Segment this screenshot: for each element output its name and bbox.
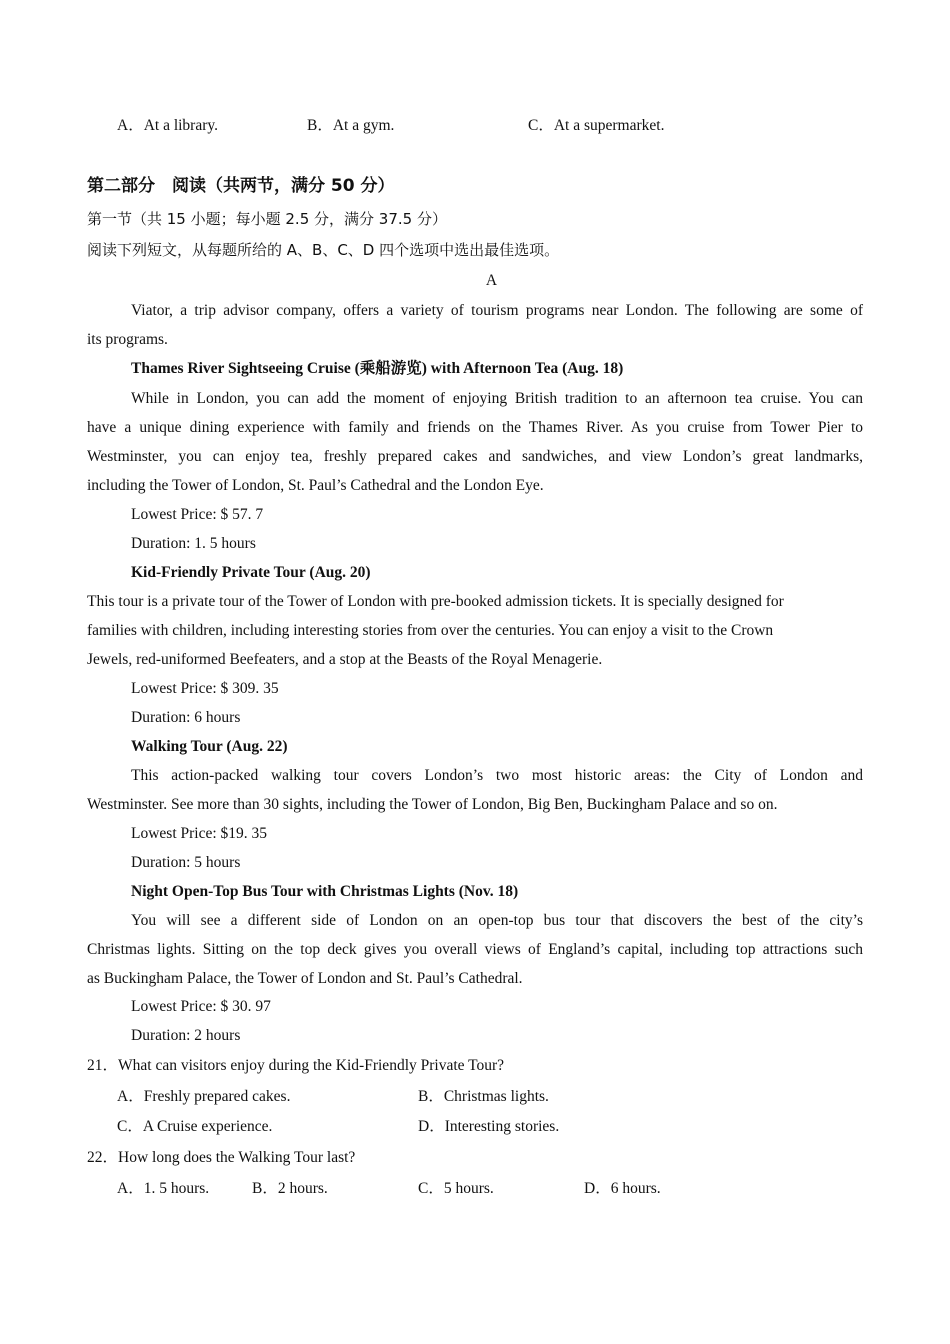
tour-price: Lowest Price: $ 309. 35 bbox=[131, 680, 279, 697]
tour-body-line: While in London, you can add the moment of enjoying British tradition to an afternoon tea cruise. You can bbox=[131, 390, 863, 407]
prev-option-c: C．At a supermarket. bbox=[528, 117, 665, 134]
tour-body-line: Westminster, you can enjoy tea, freshly prepared cakes and sandwiches, and view London’s great landmarks, bbox=[87, 448, 863, 465]
tour-body-line: You will see a different side of London on an open-top bus tour that discovers the best of the city’s bbox=[131, 912, 863, 929]
tour-duration: Duration: 6 hours bbox=[131, 709, 241, 726]
tour-body-line: Jewels, red-uniformed Beefeaters, and a stop at the Beasts of the Royal Menagerie. bbox=[87, 651, 603, 668]
answer-option: A．1. 5 hours. bbox=[117, 1180, 210, 1197]
tour-body-line: This tour is a private tour of the Tower of London with pre-booked admission tickets. It is specially designed for bbox=[87, 593, 784, 610]
tour-title: Night Open-Top Bus Tour with Christmas Lights (Nov. 18) bbox=[131, 883, 519, 900]
answer-option: C．A Cruise experience. bbox=[117, 1118, 273, 1135]
answer-option: B．Christmas lights. bbox=[418, 1088, 549, 1105]
tour-body-line: Christmas lights. Sitting on the top deck gives you overall views of England’s capital, including top attractions such bbox=[87, 941, 863, 958]
section-heading: 第一节（共 15 小题；每小题 2.5 分，满分 37.5 分） bbox=[87, 210, 447, 228]
tour-body-line: Westminster. See more than 30 sights, including the Tower of London, Big Ben, Buckingham Palace and so on. bbox=[87, 796, 778, 813]
instruction: 阅读下列短文，从每题所给的 A、B、C、D 四个选项中选出最佳选项。 bbox=[87, 241, 560, 259]
tour-title: Kid-Friendly Private Tour (Aug. 20) bbox=[131, 564, 371, 581]
passage-label: A bbox=[485, 272, 498, 289]
tour-body-line: families with children, including interesting stories from over the centuries. You can enjoy a visit to the Crown bbox=[87, 622, 774, 639]
answer-option: D．6 hours. bbox=[584, 1180, 661, 1197]
tour-body-line: have a unique dining experience with family and friends on the Thames River. As you cruise from Tower Pier to bbox=[87, 419, 863, 436]
tour-title: Thames River Sightseeing Cruise (乘船游览) with Afternoon Tea (Aug. 18) bbox=[131, 360, 624, 377]
answer-option: C．5 hours. bbox=[418, 1180, 494, 1197]
tour-title: Walking Tour (Aug. 22) bbox=[131, 738, 288, 755]
prev-option-a: A．At a library. bbox=[117, 117, 219, 134]
prev-option-b: B．At a gym. bbox=[307, 117, 395, 134]
tour-price: Lowest Price: $ 30. 97 bbox=[131, 998, 271, 1015]
tour-duration: Duration: 5 hours bbox=[131, 854, 241, 871]
tour-body-line: as Buckingham Palace, the Tower of London and St. Paul’s Cathedral. bbox=[87, 970, 523, 987]
tour-duration: Duration: 2 hours bbox=[131, 1027, 241, 1044]
tour-body-line: This action-packed walking tour covers London’s two most historic areas: the City of London and bbox=[131, 767, 863, 784]
part-title: 第二部分 阅读（共两节，满分 50 分） bbox=[87, 176, 395, 196]
question-stem: 22．How long does the Walking Tour last? bbox=[87, 1149, 356, 1166]
question-stem: 21．What can visitors enjoy during the Kid-Friendly Private Tour? bbox=[87, 1057, 505, 1074]
tour-price: Lowest Price: $ 57. 7 bbox=[131, 506, 264, 523]
answer-option: D．Interesting stories. bbox=[418, 1118, 560, 1135]
answer-option: A．Freshly prepared cakes. bbox=[117, 1088, 291, 1105]
intro-line-2: its programs. bbox=[87, 331, 168, 348]
tour-price: Lowest Price: $19. 35 bbox=[131, 825, 268, 842]
tour-body-line: including the Tower of London, St. Paul’s Cathedral and the London Eye. bbox=[87, 477, 544, 494]
answer-option: B．2 hours. bbox=[252, 1180, 328, 1197]
tour-duration: Duration: 1. 5 hours bbox=[131, 535, 256, 552]
intro-line-1: Viator, a trip advisor company, offers a variety of tourism programs near London. The following are some of bbox=[131, 302, 863, 319]
